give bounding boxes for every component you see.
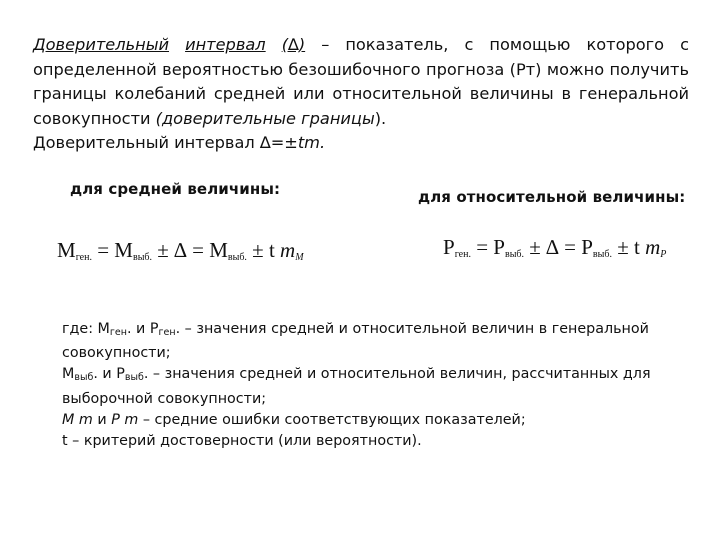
legend-notes — [62, 319, 688, 452]
note-line-1: где: $M_{ген}$. и $P_{ген}$. – значения средней и относительной величин в генеральной — [62, 321, 649, 338]
note-line-4: выборочной совокупности; — [62, 390, 267, 407]
heading-mean: для средней величины: — [70, 180, 281, 198]
note-line-5: M m и P m – средние ошибки соответствующих показателей; — [62, 411, 526, 428]
definition-paren-close: ). — [374, 108, 387, 128]
formula-relative: $P_{ген.} = P_{выб.}$ ± ∆ = $P_{выб.} \pm t$ $m_P$ — [443, 235, 667, 260]
definition-paren-italic: (доверительные границы — [155, 108, 375, 128]
note-line-2: совокупности; — [62, 345, 171, 362]
interval-formula-label: Доверительный интервал ∆= — [33, 133, 285, 152]
definition-text: – показатель, с помощью которого с определенной вероятностью безошибочного прогноза (Рт) можно получить границы колебаний средней или относительной величины в генеральной совокупности — [33, 35, 689, 128]
note-line-3: $M_{выб}$. и $P_{выб}$. – значения средней и относительной величин, рассчитанных для — [62, 366, 651, 384]
note-line-6: t – критерий достоверности (или вероятности). — [62, 433, 422, 450]
term-symbol: (∆) — [281, 35, 306, 54]
term-word-1: Доверительный — [33, 35, 170, 54]
definition-paragraph — [33, 33, 689, 156]
term-word-2: интервал — [185, 35, 266, 54]
interval-formula-value: ±tm. — [284, 133, 326, 152]
interval-formula-line — [33, 131, 689, 156]
formula-mean: $M_{ген.} = M_{выб.}$ ± ∆ = $M_{выб.} \pm t$ $m_M$ — [57, 238, 304, 263]
heading-relative: для относительной величины: — [418, 188, 686, 206]
